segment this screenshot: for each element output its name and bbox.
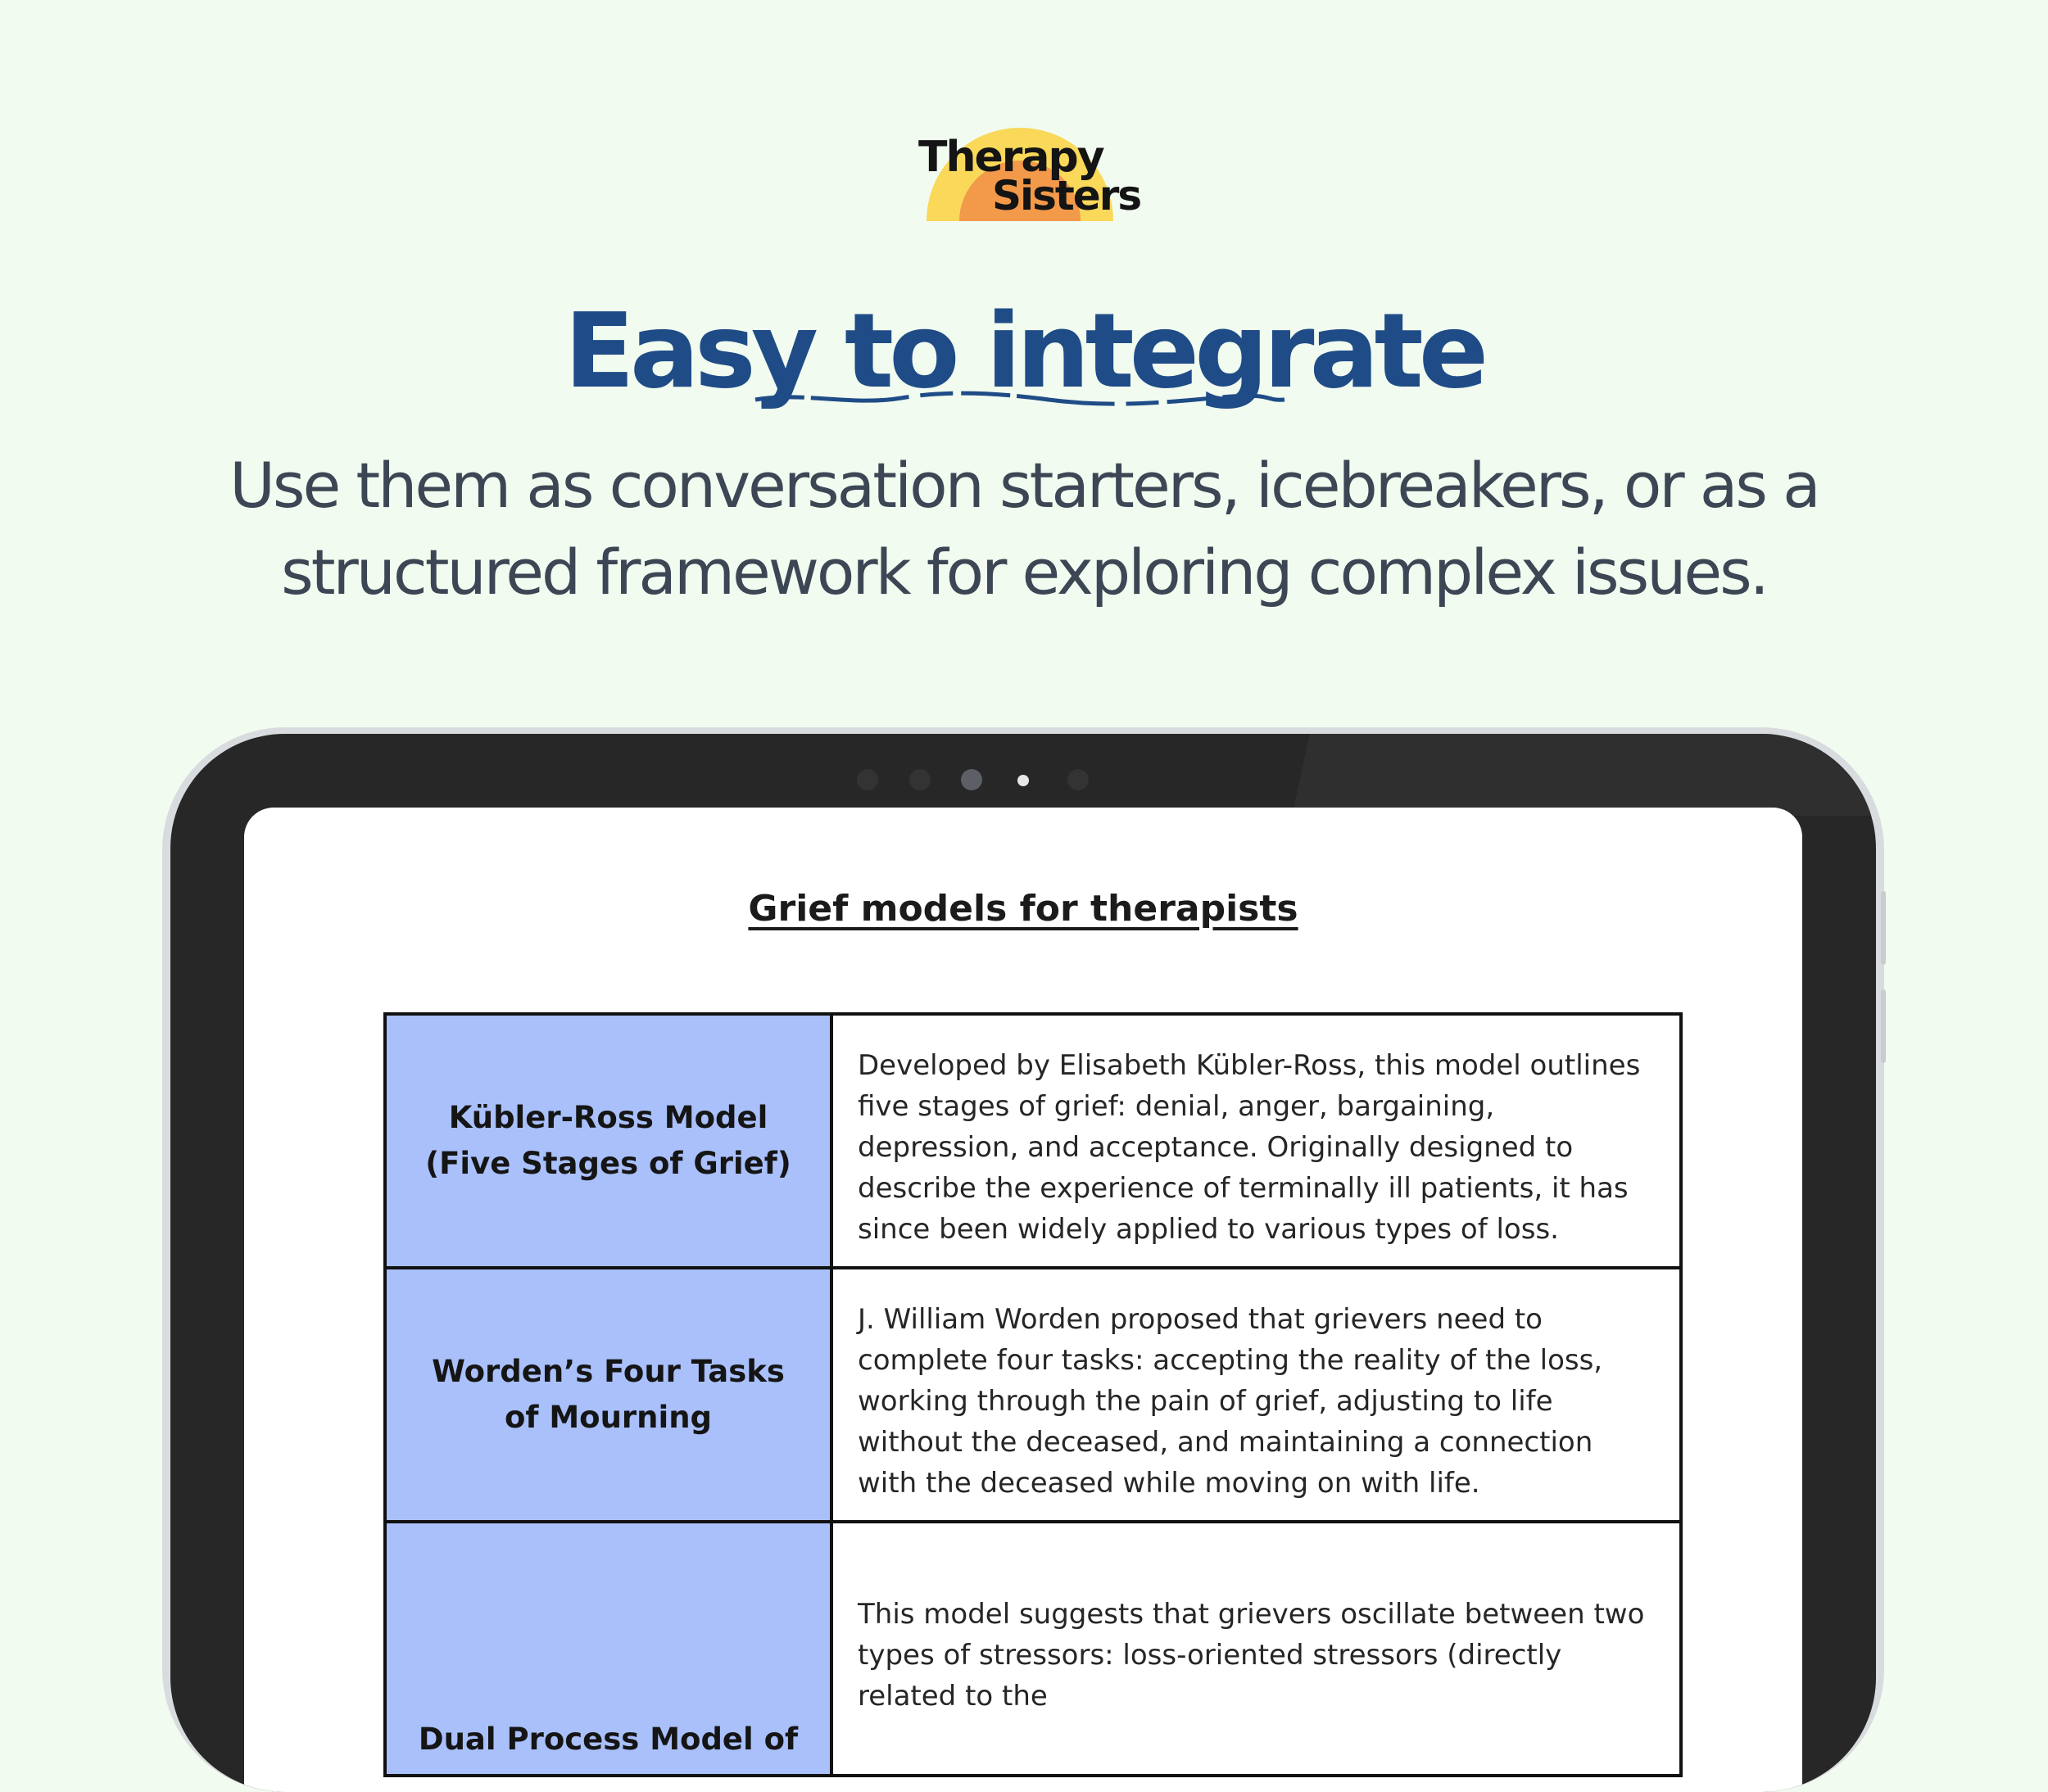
model-description-cell: J. William Worden proposed that grievers need to complete four tasks: accepting the reality of the loss, working through the pain of grief, adjusting to life without the deceased, and maintaining a connection with the deceased while moving on with life.	[831, 1268, 1681, 1522]
page-subheading: Use them as conversation starters, icebreakers, or as a structured framework for exploring complex issues.	[229, 449, 1819, 609]
model-description-cell: Developed by Elisabeth Kübler-Ross, this model outlines five stages of grief: denial, anger, bargaining, depression, and acceptance. Originally designed to describe the experience of terminally ill patients, it has since been widely applied to various types of loss.	[831, 1014, 1681, 1268]
tablet-mockup	[162, 727, 1884, 1792]
logo-text-sisters: Sisters	[992, 172, 1141, 219]
page-headline: Easy to integrate	[564, 291, 1484, 411]
camera-sensor-dot	[1017, 775, 1029, 786]
table-row	[385, 1268, 1681, 1522]
camera-dot	[1067, 769, 1089, 790]
logo-text-therapy: Therapy	[918, 133, 1103, 182]
camera-dot	[909, 769, 931, 790]
tablet-side-button	[1881, 989, 1886, 1063]
document-title: Grief models for therapists	[748, 888, 1298, 930]
tablet-bezel	[170, 734, 1876, 1792]
therapy-sisters-logo	[913, 115, 1141, 221]
grief-models-table	[383, 1012, 1683, 1777]
tablet-screen	[244, 808, 1802, 1792]
model-name-cell: Dual Process Model of	[385, 1522, 831, 1776]
table-row	[385, 1014, 1681, 1268]
table-row	[385, 1522, 1681, 1776]
model-name-cell: Worden’s Four Tasks of Mourning	[385, 1268, 831, 1522]
tablet-side-button	[1881, 891, 1886, 965]
camera-dot	[857, 769, 878, 790]
bezel-reflection	[1292, 734, 1876, 816]
camera-lens-icon	[961, 769, 982, 790]
headline-underline-squiggle	[754, 383, 1286, 416]
model-description-cell: This model suggests that grievers oscillate between two types of stressors: loss-oriented stressors (directly related to the	[831, 1522, 1681, 1776]
model-name-cell: Kübler-Ross Model (Five Stages of Grief)	[385, 1014, 831, 1268]
